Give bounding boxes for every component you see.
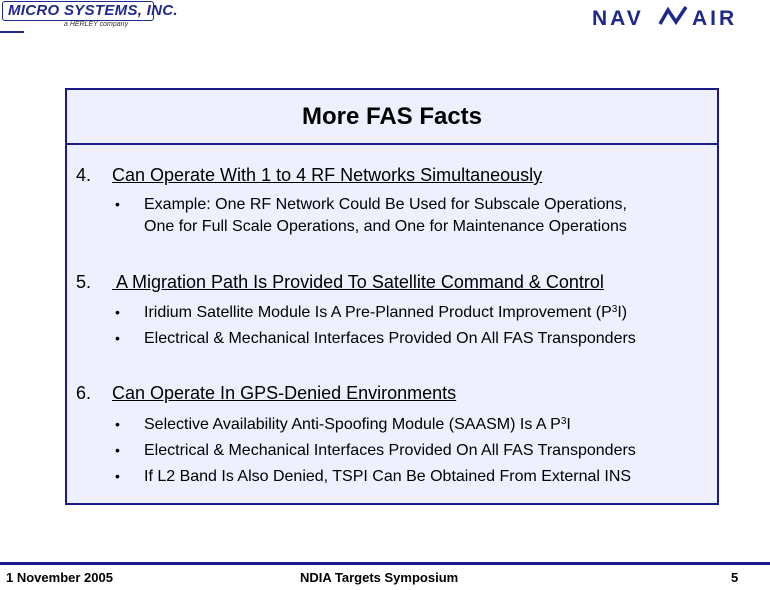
section-4-heading [76,165,542,186]
content-panel [65,88,719,505]
bullet-item [115,193,627,238]
superscript: 3 [611,304,618,315]
bullet-item [115,327,636,350]
bullet-item [115,413,571,436]
slide-title: More FAS Facts [301,102,483,130]
svg-text:NAV: NAV [592,7,644,30]
section-5-heading [76,272,604,293]
bullet-dot: • [115,468,120,484]
section-heading: A Migration Path Is Provided To Satellite Command & Control [112,272,604,292]
section-number: 5. [76,272,92,292]
bullet-text: Iridium Satellite Module Is A Pre-Planned Product Improvement (P [144,304,612,321]
logo-text: MICRO SYSTEMS, INC. [8,2,178,19]
bullet-dot: • [115,416,120,432]
bullet-text: One for Full Scale Operations, and One for Maintenance Operations [144,218,627,235]
bullet-text: Example: One RF Network Could Be Used for Subscale Operations, [144,196,627,213]
footer-event: NDIA Targets Symposium [300,570,459,585]
bullet-item [115,465,631,488]
bullet-text: Selective Availability Anti-Spoofing Module (SAASM) Is A P [144,416,561,433]
footer-divider [0,562,770,565]
section-number: 6. [76,383,92,403]
svg-text:AIR: AIR [692,7,738,30]
navair-wordmark [590,4,750,30]
bullet-dot: • [115,330,120,346]
section-heading: Can Operate In GPS-Denied Environments [112,383,457,403]
navair-logo [590,4,750,28]
section-6-heading [76,383,456,404]
bullet-dot: • [115,442,120,458]
bullet-text-end: I) [617,304,628,321]
micro-systems-logo [2,1,178,31]
page-number: 5 [731,570,739,585]
title-bar [67,90,717,145]
bullet-item [115,439,636,462]
section-heading: Can Operate With 1 to 4 RF Networks Simultaneously [112,165,543,185]
header-accent-line [0,31,24,33]
logo-subtext: a HERLEY company [64,21,129,28]
bullet-dot: • [115,196,120,212]
bullet-text: Electrical & Mechanical Interfaces Provided On All FAS Transponders [144,330,636,347]
bullet-text: If L2 Band Is Also Denied, TSPI Can Be Obtained From External INS [144,468,632,485]
section-number: 4. [76,165,92,185]
footer-date: 1 November 2005 [6,570,113,585]
bullet-text: Electrical & Mechanical Interfaces Provided On All FAS Transponders [144,442,636,459]
bullet-text-end: I [566,416,571,433]
bullet-item [115,301,627,324]
bullet-dot: • [115,304,120,320]
superscript: 3 [560,416,567,427]
